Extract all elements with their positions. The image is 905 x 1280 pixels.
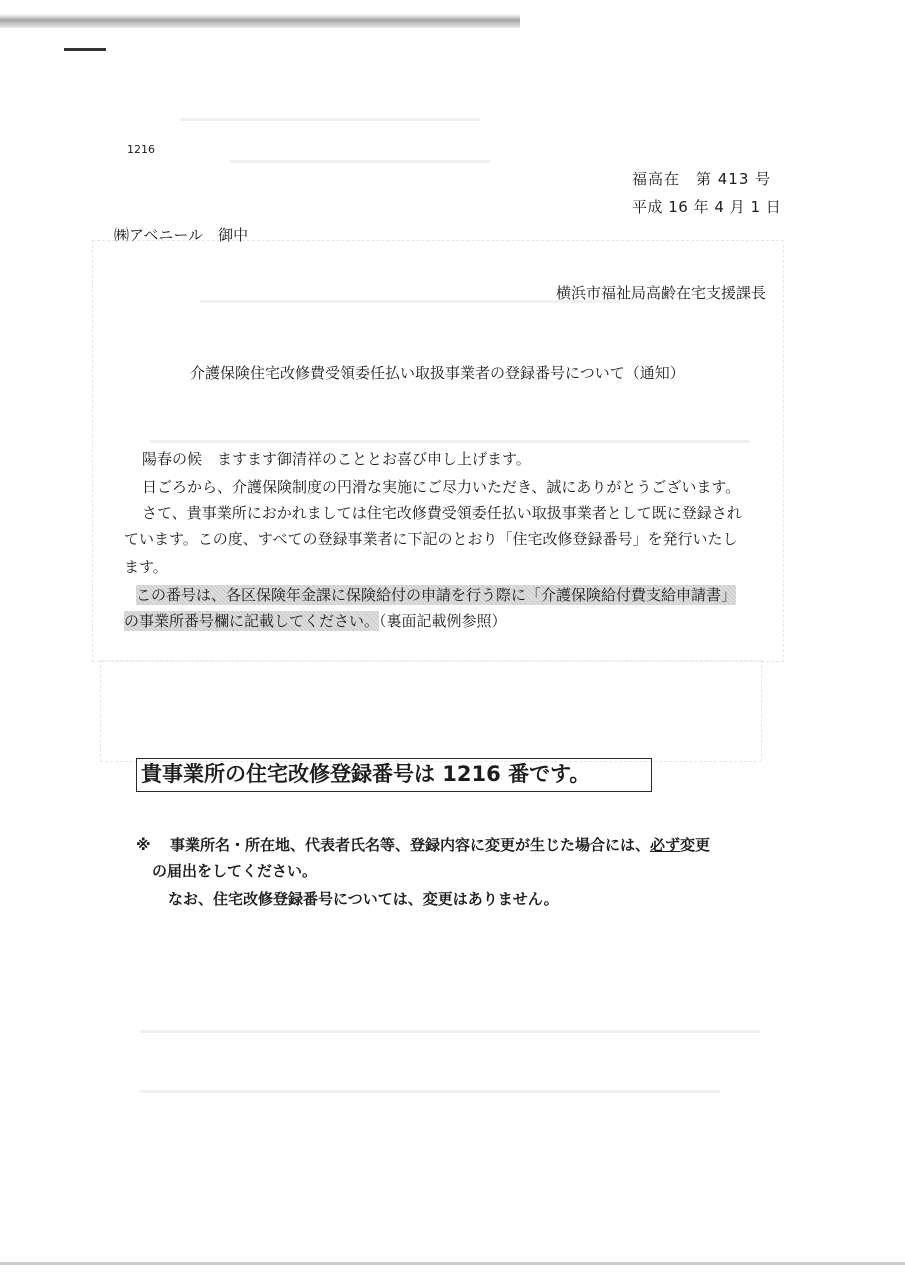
registration-number-box: [136, 758, 652, 792]
highlight-mark: の事業所番号欄に記載してください。: [124, 612, 380, 630]
bleed-through-text: [230, 160, 490, 163]
reference-number: 福高在 第 413 号: [632, 170, 772, 188]
body-line-issuance: ています。この度、すべての登録事業者に下記のとおり「住宅改修登録番号」を発行いたし: [124, 530, 738, 548]
notice-line: [170, 834, 710, 856]
notice-line: なお、住宅改修登録番号については、変更はありません。: [168, 890, 559, 908]
body-line-thanks: 日ごろから、介護保険制度の円滑な実施にご尽力いただき、誠にありがとうございます。: [142, 478, 741, 496]
body-line-greeting: 陽春の候 ますます御清祥のこととお喜び申し上げます。: [142, 450, 531, 468]
bleed-through-table: [100, 660, 762, 762]
notice-mark: ※: [136, 836, 151, 854]
scan-edge-top: [0, 14, 520, 28]
notice-emphasis: 必ず: [650, 836, 681, 854]
bleed-through-text: [150, 440, 750, 443]
bleed-through-text: [140, 1030, 760, 1033]
sender: 横浜市福祉局高齢在宅支援課長: [556, 284, 767, 302]
corner-number: 1216: [127, 143, 155, 156]
bleed-through-text: [180, 118, 480, 121]
issue-date: 平成 16 年 4 月 1 日: [632, 198, 782, 216]
highlighted-instruction-line: [124, 610, 507, 632]
registration-statement: 貴事業所の住宅改修登録番号は 1216 番です。: [141, 762, 591, 786]
recipient: ㈱アベニール 御中: [114, 226, 249, 244]
notice-text: 変更: [680, 836, 711, 854]
notice-line: の届出をしてください。: [152, 862, 318, 880]
highlighted-instruction-line: [136, 584, 736, 606]
reference-note: （裏面記載例参照）: [379, 612, 507, 630]
highlight-mark: この番号は、各区保険年金課に保険給付の申請を行う際に「介護保険給付費支給申請書」: [136, 586, 737, 604]
notice-text: 事業所名・所在地、代表者氏名等、登録内容に変更が生じた場合には、: [170, 836, 651, 854]
document-title: 介護保険住宅改修費受領委任払い取扱事業者の登録番号について（通知）: [190, 364, 685, 382]
scan-dash-mark: [64, 48, 106, 51]
scan-edge-bottom: [0, 1262, 905, 1265]
body-line-issuance-end: ます。: [124, 558, 168, 576]
bleed-through-text: [140, 1090, 720, 1093]
body-line-registration: さて、貴事業所におかれましては住宅改修費受領委任払い取扱事業者として既に登録され: [142, 504, 742, 522]
